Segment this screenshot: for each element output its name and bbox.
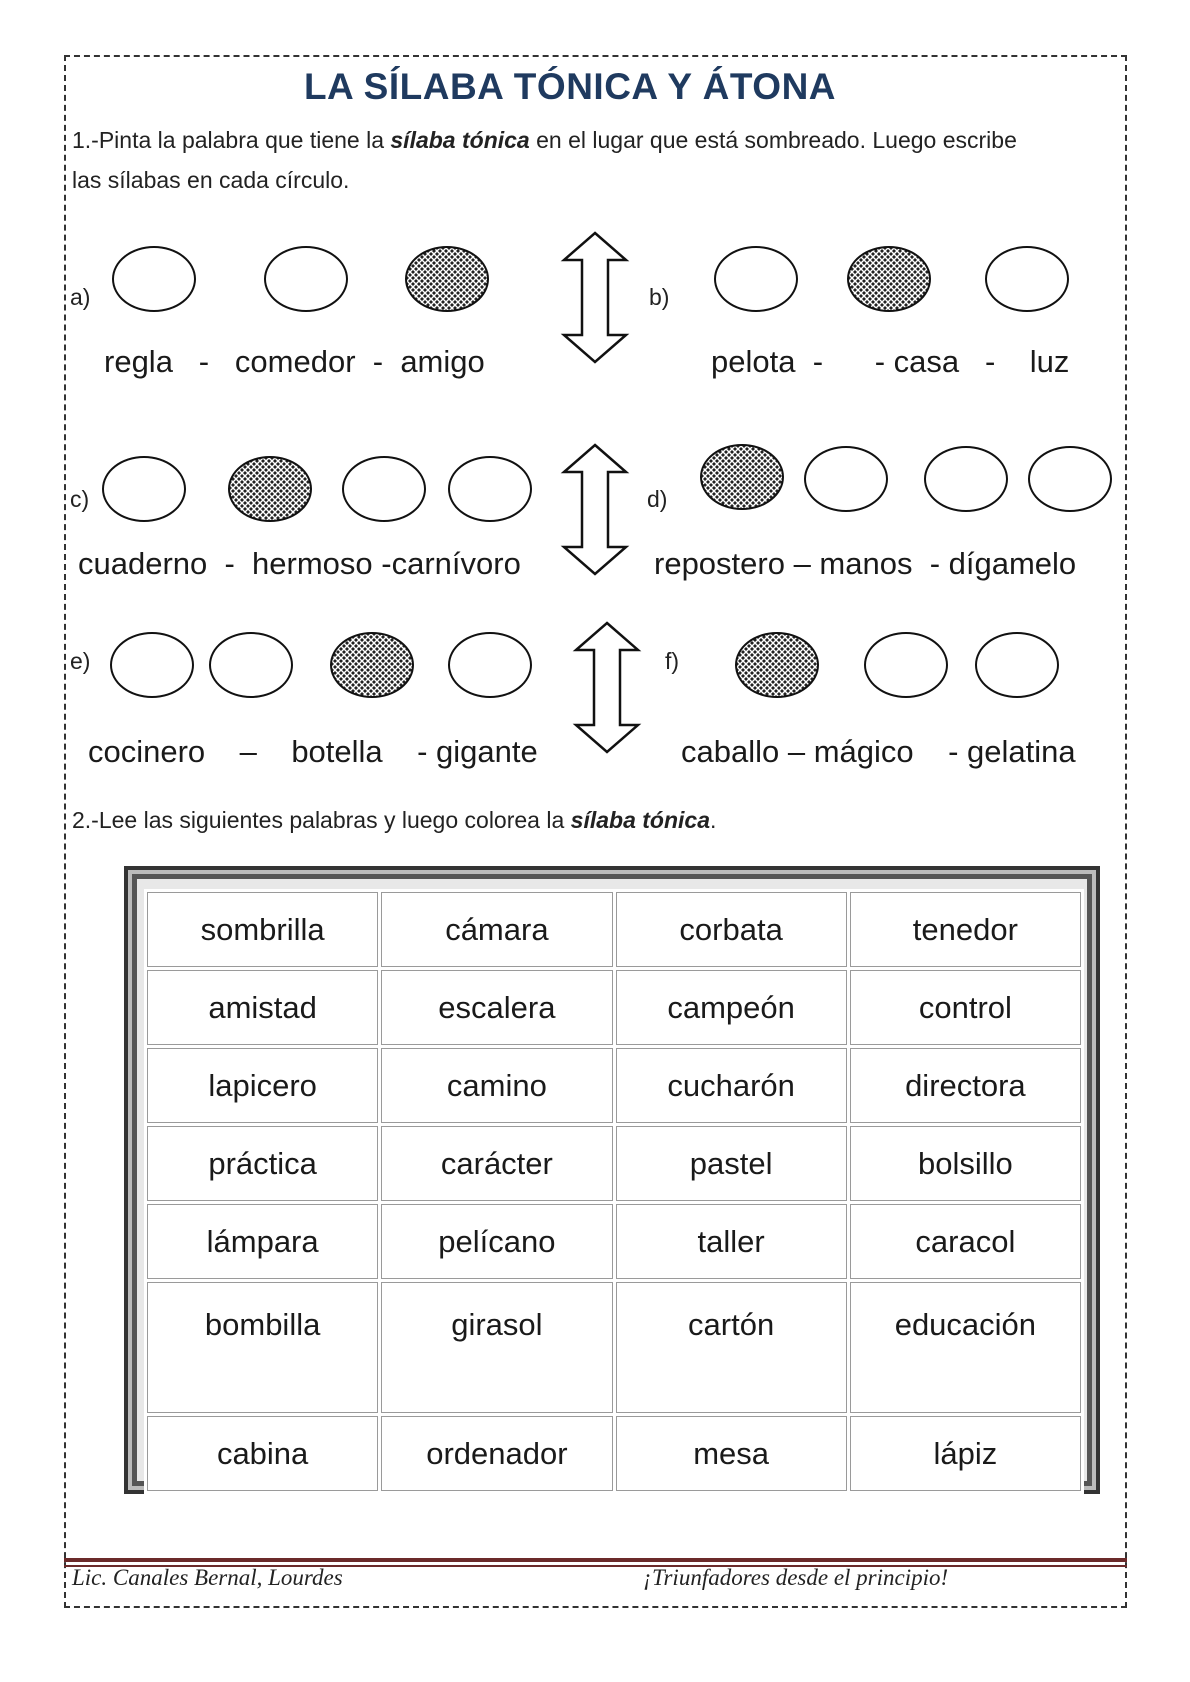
item-a-letter: a) <box>70 284 91 310</box>
word-cell[interactable]: bolsillo <box>850 1126 1081 1201</box>
word-cell[interactable]: pelícano <box>381 1204 612 1279</box>
word-cell[interactable]: cámara <box>381 892 612 967</box>
item-a-oval-1[interactable] <box>112 246 196 312</box>
footer-divider <box>64 1558 1127 1562</box>
item-d-letter: d) <box>647 486 668 512</box>
word-cell[interactable]: directora <box>850 1048 1081 1123</box>
word-cell[interactable]: camino <box>381 1048 612 1123</box>
item-f-letter: f) <box>665 648 680 674</box>
word-cell[interactable]: sombrilla <box>147 892 378 967</box>
item-e-oval-2[interactable] <box>209 632 293 698</box>
word-cell[interactable]: caracol <box>850 1204 1081 1279</box>
item-a-oval-2[interactable] <box>264 246 348 312</box>
word-cell[interactable]: carácter <box>381 1126 612 1201</box>
double-arrow-icon <box>560 230 630 365</box>
word-cell[interactable]: pastel <box>616 1126 847 1201</box>
word-cell[interactable]: taller <box>616 1204 847 1279</box>
word-table <box>144 889 1084 1494</box>
exercise2-instruction <box>72 800 716 840</box>
double-arrow-icon <box>572 620 642 755</box>
word-cell[interactable]: lápiz <box>850 1416 1081 1491</box>
word-cell[interactable]: bombilla <box>147 1282 378 1413</box>
word-cell[interactable]: mesa <box>616 1416 847 1491</box>
item-f-oval-1-shaded[interactable] <box>735 632 819 698</box>
word-cell[interactable]: amistad <box>147 970 378 1045</box>
item-c-oval-4[interactable] <box>448 456 532 522</box>
instruction-text: . <box>709 807 717 833</box>
word-cell[interactable]: ordenador <box>381 1416 612 1491</box>
item-d-words: repostero – manos - dígamelo <box>654 546 1077 581</box>
exercise1-instruction <box>72 120 1017 200</box>
instruction-text: 1.-Pinta la palabra que tiene la <box>72 127 391 153</box>
item-f-oval-2[interactable] <box>864 632 948 698</box>
word-cell[interactable]: lámpara <box>147 1204 378 1279</box>
item-a-oval-3-shaded[interactable] <box>405 246 489 312</box>
word-cell[interactable]: lapicero <box>147 1048 378 1123</box>
instruction-text: en el lugar que está sombreado. Luego escribe <box>529 127 1017 153</box>
word-cell[interactable]: tenedor <box>850 892 1081 967</box>
item-e-oval-3-shaded[interactable] <box>330 632 414 698</box>
item-d-oval-4[interactable] <box>1028 446 1112 512</box>
word-cell[interactable]: control <box>850 970 1081 1045</box>
item-b-words: pelota - - casa - luz <box>711 344 1070 379</box>
item-b-letter: b) <box>649 284 670 310</box>
double-arrow-icon <box>560 442 630 577</box>
item-e-words: cocinero – botella - gigante <box>88 734 538 769</box>
footer-author: Lic. Canales Bernal, Lourdes <box>72 1565 343 1590</box>
instruction-text: 2.-Lee las siguientes palabras y luego colorea la <box>72 807 571 833</box>
footer-slogan: ¡Triunfadores desde el principio! <box>643 1565 949 1590</box>
item-b-oval-2-shaded[interactable] <box>847 246 931 312</box>
item-e-oval-1[interactable] <box>110 632 194 698</box>
item-c-oval-1[interactable] <box>102 456 186 522</box>
item-d-oval-2[interactable] <box>804 446 888 512</box>
word-cell[interactable]: cucharón <box>616 1048 847 1123</box>
item-c-oval-2-shaded[interactable] <box>228 456 312 522</box>
item-d-oval-3[interactable] <box>924 446 1008 512</box>
instruction-emphasis: sílaba tónica <box>570 807 710 833</box>
item-c-letter: c) <box>70 486 90 512</box>
word-cell[interactable]: campeón <box>616 970 847 1045</box>
word-cell[interactable]: práctica <box>147 1126 378 1201</box>
item-c-words: cuaderno - hermoso -carnívoro <box>78 546 521 581</box>
word-cell[interactable]: girasol <box>381 1282 612 1413</box>
item-e-oval-4[interactable] <box>448 632 532 698</box>
item-c-oval-3[interactable] <box>342 456 426 522</box>
word-cell[interactable]: cartón <box>616 1282 847 1413</box>
item-d-oval-1-shaded[interactable] <box>700 444 784 510</box>
page-title: LA SÍLABA TÓNICA Y ÁTONA <box>303 66 837 107</box>
item-f-words: caballo – mágico - gelatina <box>681 734 1076 769</box>
word-cell[interactable]: escalera <box>381 970 612 1045</box>
instruction-text-line2: las sílabas en cada círculo. <box>72 167 350 193</box>
word-cell[interactable]: educación <box>850 1282 1081 1413</box>
item-e-letter: e) <box>70 648 91 674</box>
instruction-emphasis: sílaba tónica <box>390 127 530 153</box>
item-a-words: regla - comedor - amigo <box>104 344 485 379</box>
item-b-oval-1[interactable] <box>714 246 798 312</box>
item-f-oval-3[interactable] <box>975 632 1059 698</box>
word-cell[interactable]: cabina <box>147 1416 378 1491</box>
item-b-oval-3[interactable] <box>985 246 1069 312</box>
word-cell[interactable]: corbata <box>616 892 847 967</box>
